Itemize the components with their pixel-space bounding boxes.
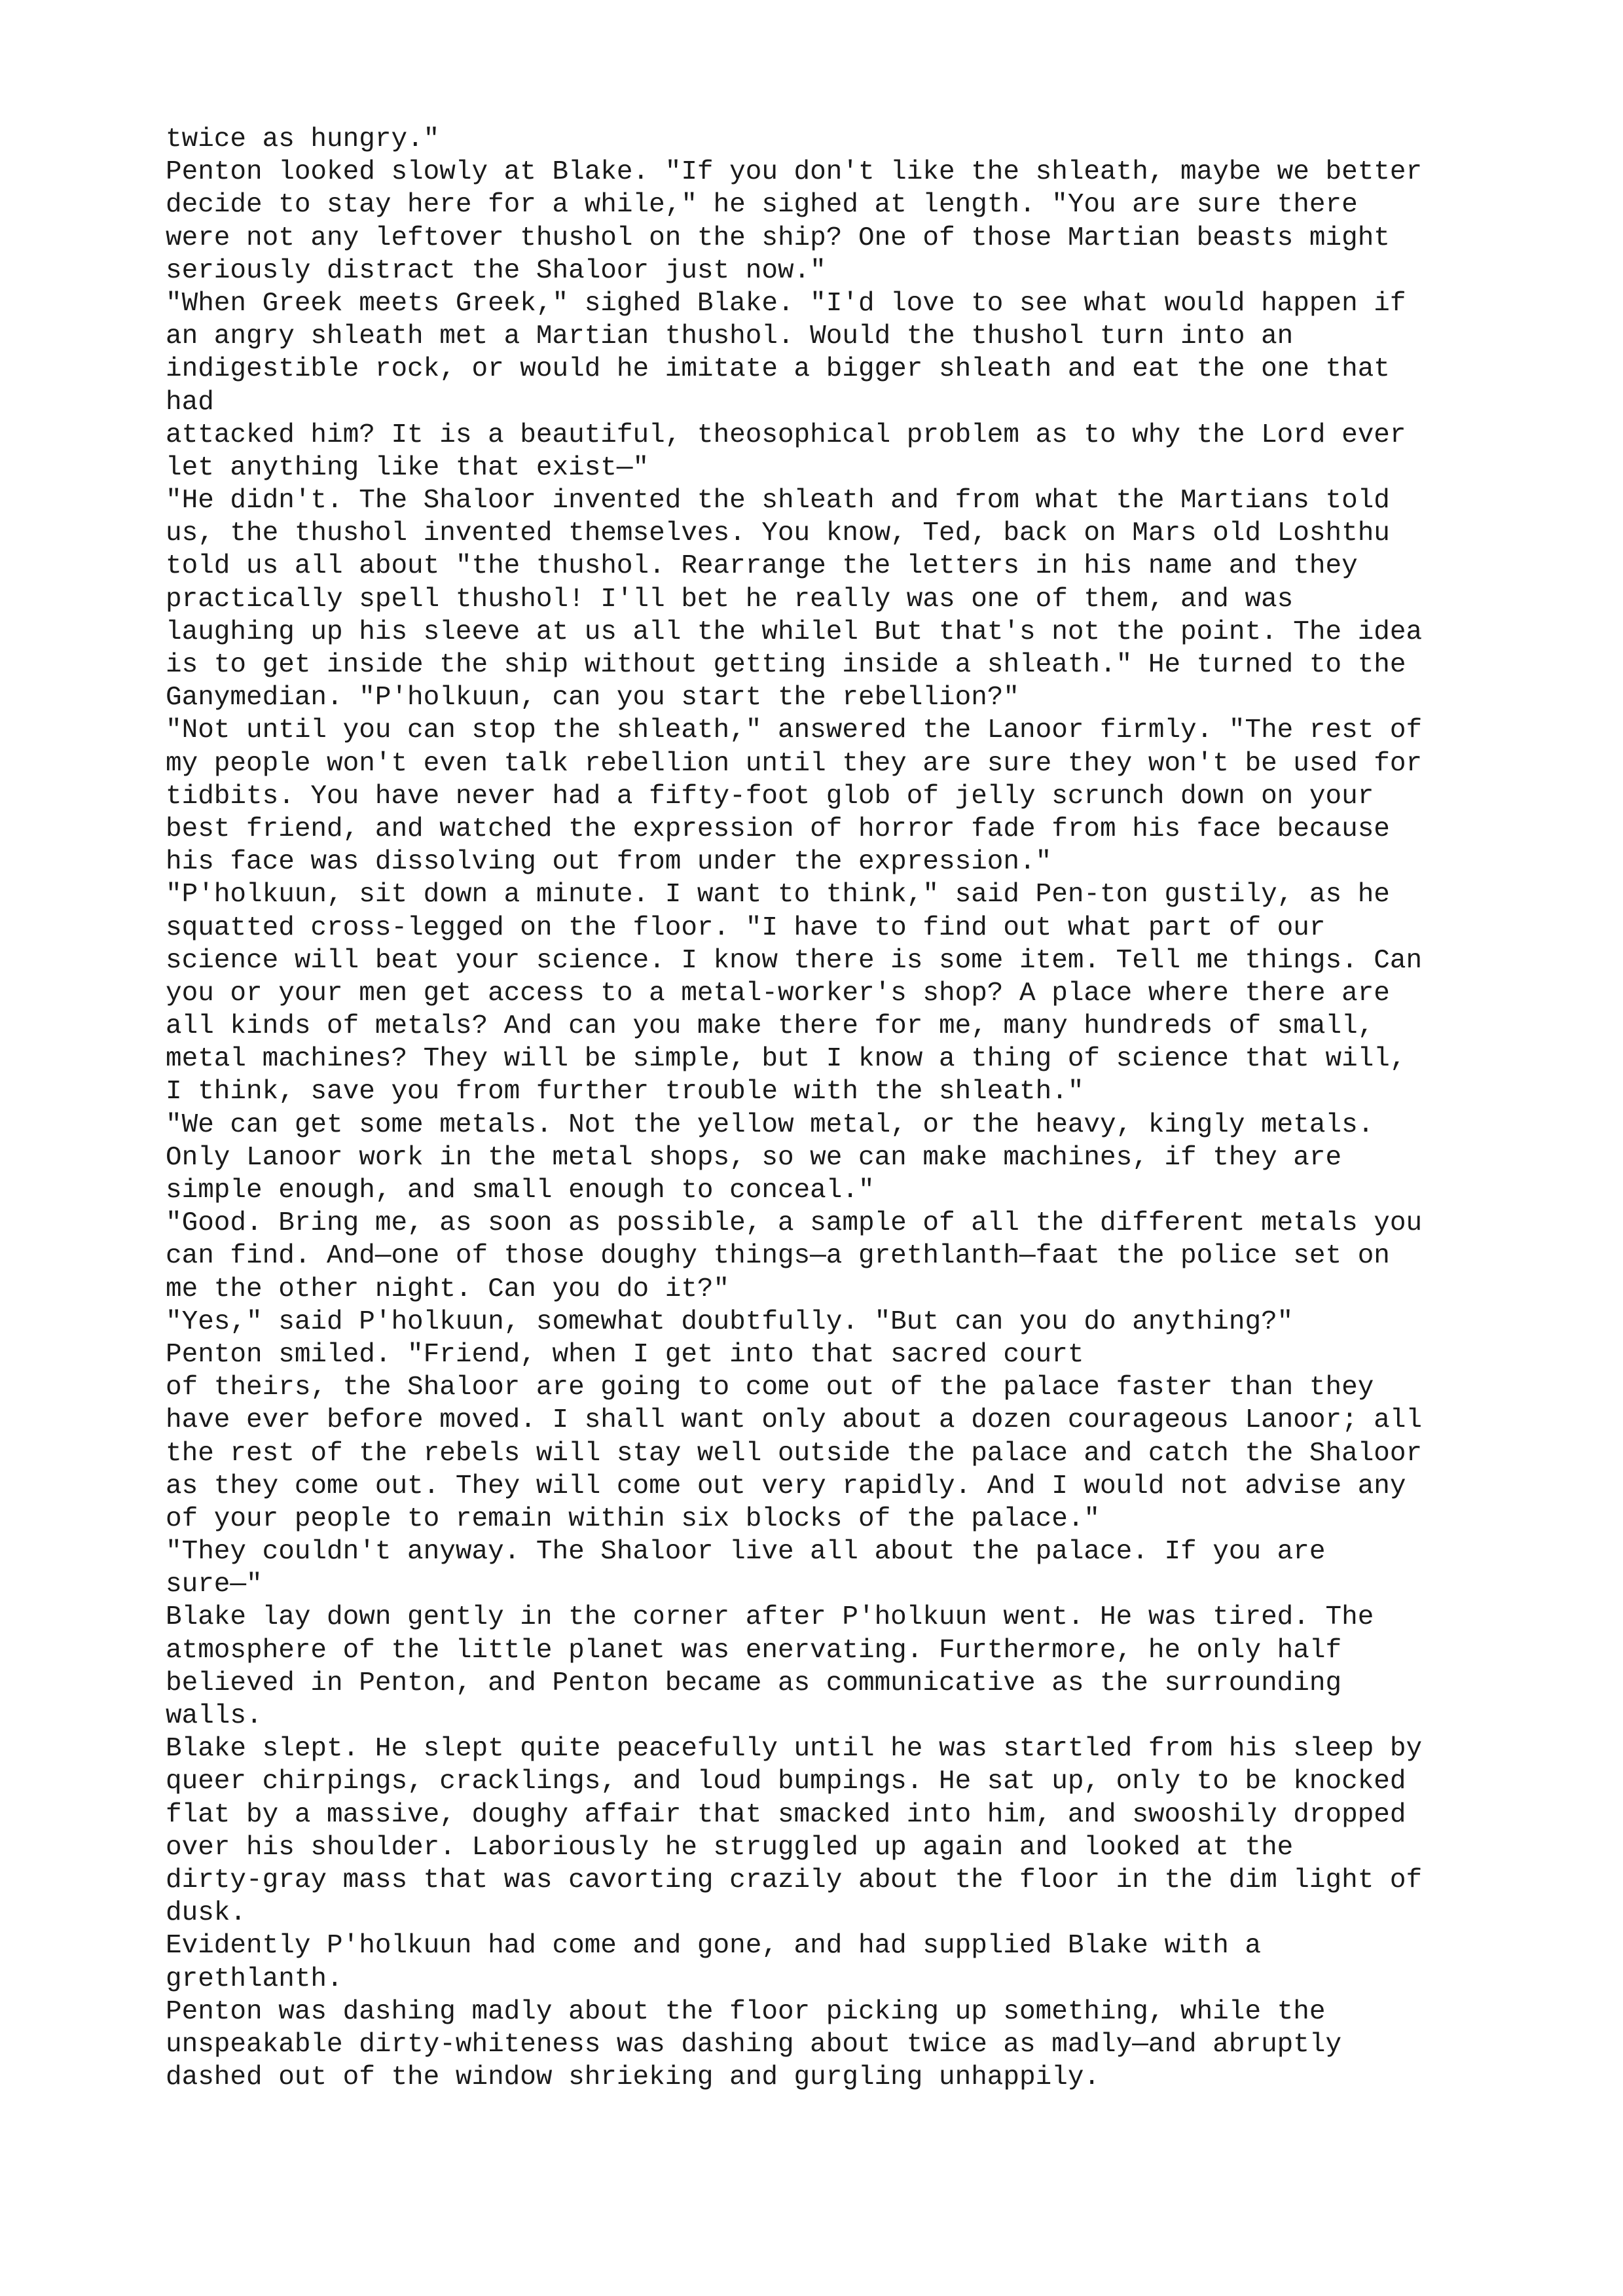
text-line: "Good. Bring me, as soon as possible, a sample of all the different metals you — [166, 1208, 1423, 1239]
text-line: dashed out of the window shrieking and gurgling unhappily. — [166, 2062, 1101, 2093]
text-line: indigestible rock, or would he imitate a bigger shleath and eat the one that — [166, 354, 1390, 385]
text-line: told us all about "the thushol. Rearrange the letters in his name and they — [166, 551, 1358, 582]
text-line: of your people to remain within six blocks of the palace." — [166, 1503, 1101, 1534]
text-line: as they come out. They will come out very rapidly. And I would not advise any — [166, 1471, 1406, 1501]
text-line: grethlanth. — [166, 1964, 343, 1994]
text-line: let anything like that exist—" — [166, 452, 649, 483]
text-line: "Not until you can stop the shleath," answered the Lanoor firmly. "The rest of — [166, 715, 1423, 746]
text-line: dusk. — [166, 1898, 247, 1929]
text-line: "They couldn't anyway. The Shaloor live all about the palace. If you are — [166, 1537, 1326, 1568]
text-line: Blake lay down gently in the corner after P'holkuun went. He was tired. The — [166, 1602, 1374, 1633]
text-line: "P'holkuun, sit down a minute. I want to think," said Pen-ton gustily, as he — [166, 880, 1390, 910]
text-line: "He didn't. The Shaloor invented the shleath and from what the Martians told — [166, 486, 1390, 516]
text-line: of theirs, the Shaloor are going to come out of the palace faster than they — [166, 1372, 1374, 1403]
text-line: were not any leftover thushol on the ship? One of those Martian beasts might — [166, 223, 1390, 253]
text-line: the rest of the rebels will stay well outside the palace and catch the Shaloor — [166, 1438, 1423, 1469]
text-line: best friend, and watched the expression of horror fade from his face because — [166, 814, 1390, 844]
text-line: seriously distract the Shaloor just now." — [166, 255, 826, 286]
text-line: Penton was dashing madly about the floor picking up something, while the — [166, 1996, 1326, 2027]
text-line: can find. And—one of those doughy things—a grethlanth—faat the police set on — [166, 1241, 1390, 1272]
text-line: dirty-gray mass that was cavorting crazily about the floor in the dim light of — [166, 1865, 1423, 1895]
text-line: unspeakable dirty-whiteness was dashing about twice as madly—and abruptly — [166, 2029, 1342, 2060]
text-line: Penton smiled. "Friend, when I get into that sacred court — [166, 1339, 1084, 1370]
text-line: an angry shleath met a Martian thushol. Would the thushol turn into an — [166, 321, 1294, 352]
text-line: squatted cross-legged on the floor. "I have to find out what part of our — [166, 912, 1326, 943]
text-line: metal machines? They will be simple, but I know a thing of science that will, — [166, 1044, 1406, 1075]
text-line: over his shoulder. Laboriously he struggled up again and looked at the — [166, 1832, 1294, 1863]
text-line: you or your men get access to a metal-worker's shop? A place where there are — [166, 978, 1390, 1009]
text-line: his face was dissolving out from under the expression." — [166, 847, 1052, 878]
text-line: Only Lanoor work in the metal shops, so we can make machines, if they are — [166, 1142, 1342, 1173]
text-line: all kinds of metals? And can you make there for me, many hundreds of small, — [166, 1011, 1374, 1042]
text-line: decide to stay here for a while," he sighed at length. "You are sure there — [166, 190, 1358, 221]
document-page — [166, 123, 1475, 2094]
text-line: sure—" — [166, 1570, 263, 1600]
text-line: "When Greek meets Greek," sighed Blake. "I'd love to see what would happen if — [166, 288, 1406, 319]
text-line: Evidently P'holkuun had come and gone, and had supplied Blake with a — [166, 1931, 1262, 1962]
text-line: "We can get some metals. Not the yellow metal, or the heavy, kingly metals. — [166, 1109, 1374, 1140]
text-line: simple enough, and small enough to conceal." — [166, 1175, 875, 1206]
text-line: Blake slept. He slept quite peacefully until he was startled from his sleep by — [166, 1734, 1423, 1765]
text-line: I think, save you from further trouble with the shleath." — [166, 1077, 1084, 1107]
text-line: "Yes," said P'holkuun, somewhat doubtfully. "But can you do anything?" — [166, 1306, 1294, 1337]
text-line: me the other night. Can you do it?" — [166, 1274, 730, 1304]
text-line: us, the thushol invented themselves. You know, Ted, back on Mars old Loshthu — [166, 518, 1390, 549]
text-line: attacked him? It is a beautiful, theosophical problem as to why the Lord ever — [166, 420, 1406, 450]
text-line: Ganymedian. "P'holkuun, can you start the rebellion?" — [166, 683, 1020, 713]
text-line: had — [166, 387, 214, 418]
text-line: my people won't even talk rebellion until they are sure they won't be used for — [166, 748, 1423, 779]
text-line: Penton looked slowly at Blake. "If you don't like the shleath, maybe we better — [166, 157, 1423, 188]
text-line: laughing up his sleeve at us all the whilel But that's not the point. The idea — [166, 617, 1423, 647]
text-line: queer chirpings, cracklings, and loud bumpings. He sat up, only to be knocked — [166, 1767, 1406, 1797]
text-line: atmosphere of the little planet was enervating. Furthermore, he only half — [166, 1635, 1342, 1666]
text-line: tidbits. You have never had a fifty-foot glob of jelly scrunch down on your — [166, 781, 1374, 812]
text-line: is to get inside the ship without getting inside a shleath." He turned to the — [166, 650, 1406, 680]
text-line: believed in Penton, and Penton became as communicative as the surrounding — [166, 1668, 1342, 1698]
text-line: twice as hungry." — [166, 124, 440, 154]
text-line: walls. — [166, 1701, 263, 1731]
text-line: science will beat your science. I know there is some item. Tell me things. Can — [166, 945, 1423, 976]
text-line: flat by a massive, doughy affair that smacked into him, and swooshily dropped — [166, 1799, 1406, 1830]
text-line: practically spell thushol! I'll bet he really was one of them, and was — [166, 584, 1294, 615]
text-line: have ever before moved. I shall want only about a dozen courageous Lanoor; all — [166, 1405, 1423, 1436]
